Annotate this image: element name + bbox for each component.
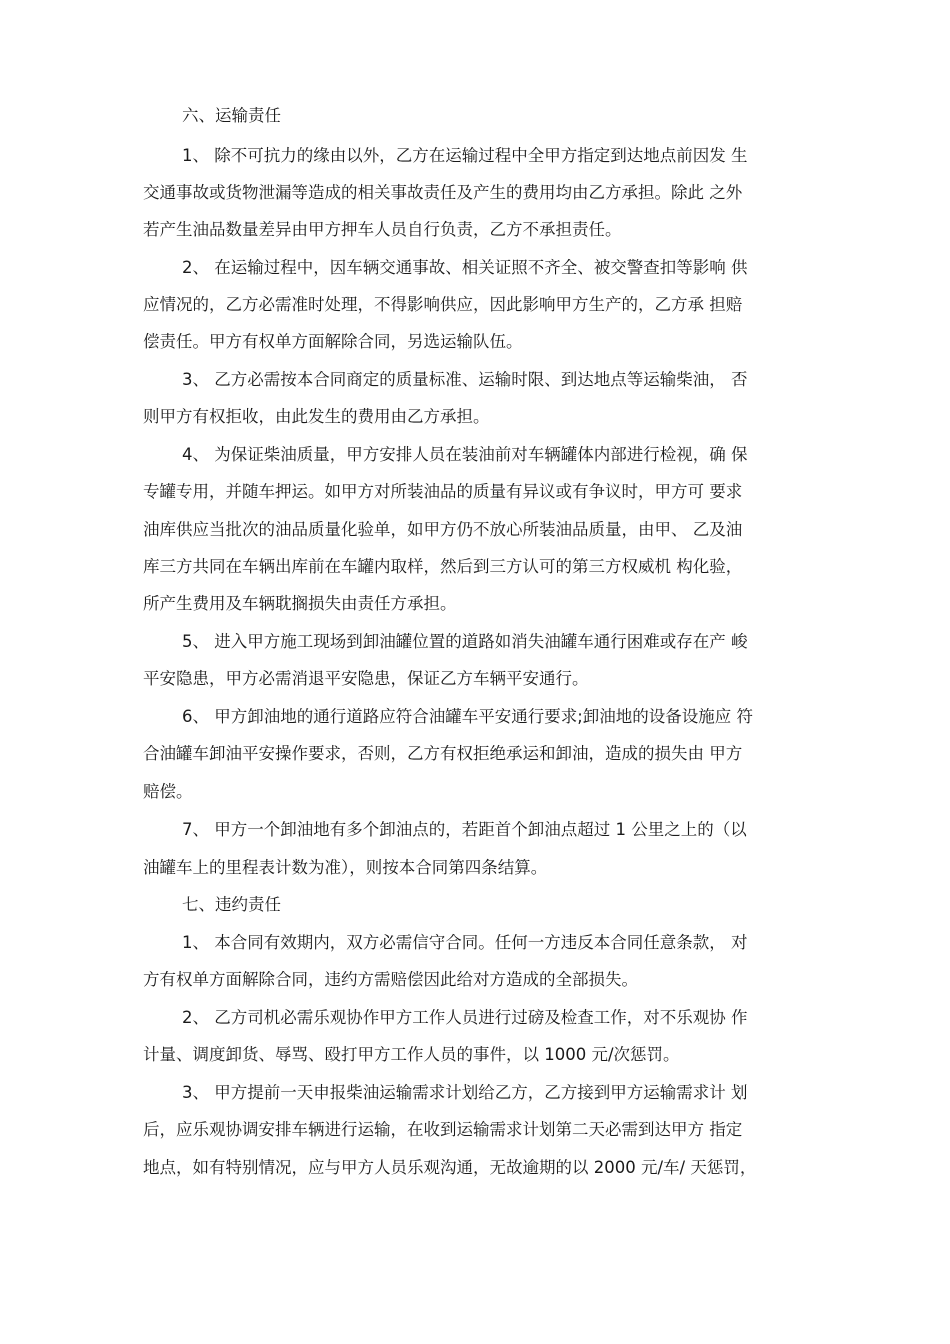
section-heading-breach-liability: 七、违约责任 [182,895,281,914]
paragraph-line: 1、 除不可抗力的缘由以外，乙方在运输过程中全甲方指定到达地点前因发 生 [182,146,748,165]
paragraph-line: 交通事故或货物泄漏等造成的相关事故责任及产生的费用均由乙方承担。除此 之外 [143,183,743,202]
paragraph-line: 油库供应当批次的油品质量化验单，如甲方仍不放心所装油品质量，由甲、 乙及油 [143,520,743,539]
paragraph-line: 3、 乙方必需按本合同商定的质量标准、运输时限、到达地点等运输柴油， 否 [182,370,748,389]
paragraph-line: 地点，如有特别情况，应与甲方人员乐观沟通，无故逾期的以 2000 元/车/ 天惩罚， [143,1158,757,1177]
paragraph-line: 赔偿。 [143,782,193,801]
paragraph-line: 平安隐患，甲方必需消退平安隐患，保证乙方车辆平安通行。 [143,669,589,688]
paragraph-line: 方有权单方面解除合同，违约方需赔偿因此给对方造成的全部损失。 [143,970,638,989]
paragraph-line: 1、 本合同有效期内，双方必需信守合同。任何一方违反本合同任意条款， 对 [182,933,748,952]
paragraph-line: 7、 甲方一个卸油地有多个卸油点的，若距首个卸油点超过 1 公里之上的（以 [182,820,747,839]
paragraph-line: 2、 乙方司机必需乐观协作甲方工作人员进行过磅及检查工作，对不乐观协 作 [182,1008,748,1027]
section-heading-transport-responsibility: 六、运输责任 [182,106,281,125]
paragraph-line: 4、 为保证柴油质量，甲方安排人员在装油前对车辆罐体内部进行检视，确 保 [182,445,748,464]
paragraph-line: 则甲方有权拒收，由此发生的费用由乙方承担。 [143,407,490,426]
paragraph-line: 6、 甲方卸油地的通行道路应符合油罐车平安通行要求;卸油地的设备设施应 符 [182,707,754,726]
paragraph-line: 2、 在运输过程中，因车辆交通事故、相关证照不齐全、被交警查扣等影响 供 [182,258,748,277]
paragraph-line: 计量、调度卸货、辱骂、殴打甲方工作人员的事件，以 1000 元/次惩罚。 [143,1045,680,1064]
paragraph-line: 应情况的，乙方必需准时处理，不得影响供应，因此影响甲方生产的，乙方承 担赔 [143,295,743,314]
paragraph-line: 合油罐车卸油平安操作要求，否则，乙方有权拒绝承运和卸油，造成的损失由 甲方 [143,744,743,763]
paragraph-line: 所产生费用及车辆耽搁损失由责任方承担。 [143,594,457,613]
paragraph-line: 3、 甲方提前一天申报柴油运输需求计划给乙方，乙方接到甲方运输需求计 划 [182,1083,748,1102]
paragraph-line: 专罐专用，并随车押运。如甲方对所装油品的质量有异议或有争议时，甲方可 要求 [143,482,743,501]
paragraph-line: 库三方共同在车辆出库前在车罐内取样，然后到三方认可的第三方权威机 构化验， [143,557,743,576]
paragraph-line: 后，应乐观协调安排车辆进行运输，在收到运输需求计划第二天必需到达甲方 指定 [143,1120,743,1139]
paragraph-line: 油罐车上的里程表计数为准），则按本合同第四条结算。 [143,858,548,877]
paragraph-line: 5、 进入甲方施工现场到卸油罐位置的道路如消失油罐车通行困难或存在产 峻 [182,632,748,651]
paragraph-line: 偿责任。甲方有权单方面解除合同，另选运输队伍。 [143,332,523,351]
paragraph-line: 若产生油品数量差异由甲方押车人员自行负责，乙方不承担责任。 [143,220,622,239]
